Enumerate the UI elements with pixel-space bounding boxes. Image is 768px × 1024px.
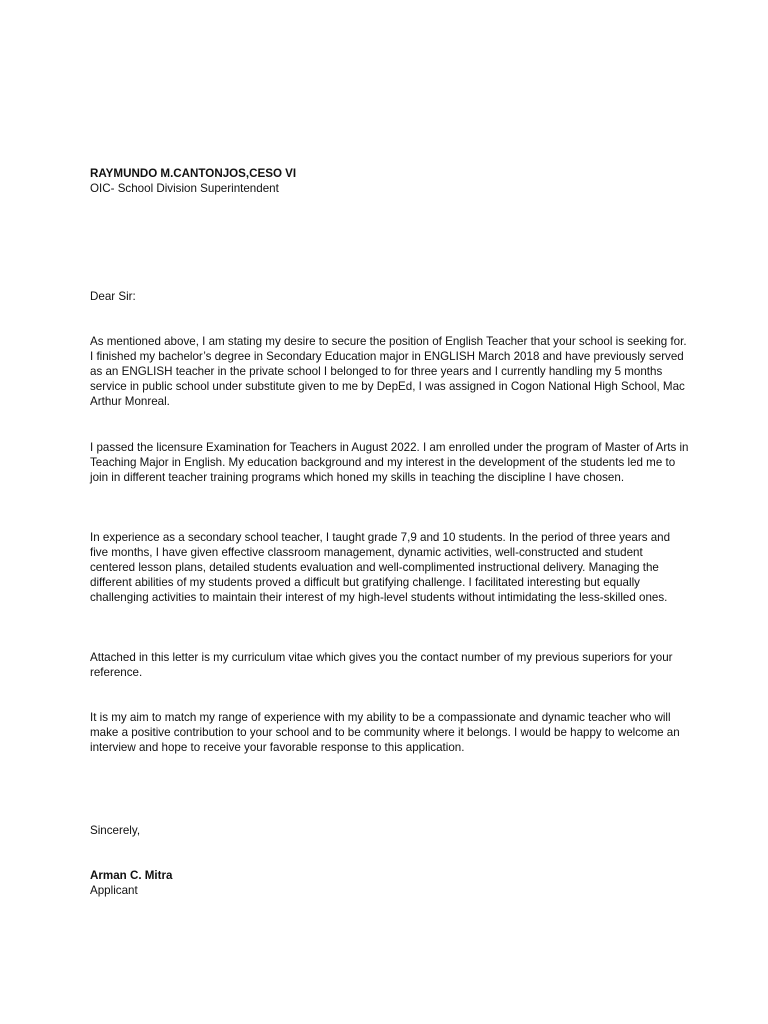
recipient-title: OIC- School Division Superintendent (90, 182, 279, 195)
body-paragraph-4: Attached in this letter is my curriculum vitae which gives you the contact number of my previous superiors for your reference. (90, 651, 673, 679)
signer-role: Applicant (90, 884, 138, 897)
recipient-name: RAYMUNDO M.CANTONJOS,CESO VI (90, 167, 297, 180)
signer-name: Arman C. Mitra (90, 869, 173, 882)
body-paragraph-5: It is my aim to match my range of experience with my ability to be a compassionate and dynamic teacher who will make a positive contribution to your school and to be community where it belongs. I would be happy to welcome an interview and hope to receive your favorable response to this application. (90, 711, 680, 754)
closing: Sincerely, (90, 824, 141, 837)
salutation: Dear Sir: (90, 290, 136, 303)
body-paragraph-2: I passed the licensure Examination for Teachers in August 2022. I am enrolled under the program of Master of Arts in Teaching Major in English. My education background and my interest in the development of the students led me to join in different teacher training programs which honed my skills in teaching the discipline I have chosen. (90, 441, 689, 484)
body-paragraph-1: As mentioned above, I am stating my desire to secure the position of English Teacher that your school is seeking for. I finished my bachelor’s degree in Secondary Education major in ENGLISH March 2018 and have previously served as an ENGLISH teacher in the private school I belonged to for three years and I currently handling my 5 months service in public school under substitute given to me by DepEd, I was assigned in Cogon National High School, Mac Arthur Monreal. (90, 335, 687, 408)
body-paragraph-3: In experience as a secondary school teacher, I taught grade 7,9 and 10 students. In the period of three years and five months, I have given effective classroom management, dynamic activities, well-constructed and student centered lesson plans, detailed students evaluation and well-complimented instructional delivery. Managing the different abilities of my students proved a difficult but gratifying challenge. I facilitated interesting but equally challenging activities to maintain their interest of my high-level students without intimidating the less-skilled ones. (90, 531, 671, 604)
